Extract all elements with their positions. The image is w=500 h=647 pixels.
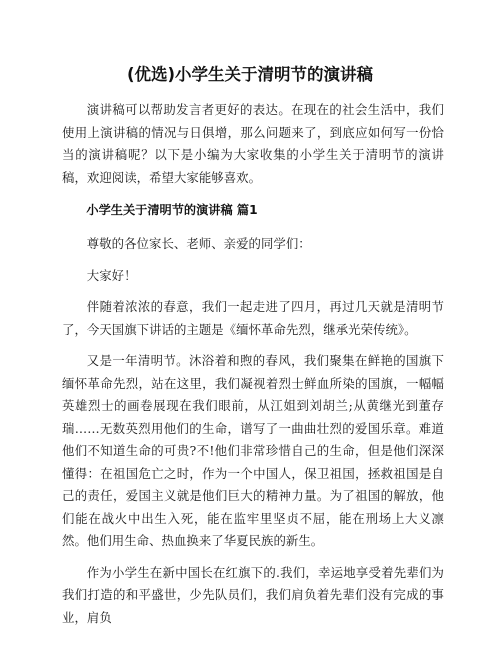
- intro-paragraph: 演讲稿可以帮助发言者更好的表达。在现在的社会生活中，我们使用上演讲稿的情况与日俱增，那么问题来了，到底应如何写一份恰当的演讲稿呢？以下是小编为大家收集的小学生关于清明节的演讲稿，欢迎阅读，希望大家能够喜欢。: [62, 102, 444, 185]
- body-paragraph: 又是一年清明节。沐浴着和煦的春风，我们聚集在鲜艳的国旗下缅怀革命先烈，站在这里，我们凝视着烈士鲜血所染的国旗，一幅幅英雄烈士的画卷展现在我们眼前，从江姐到刘胡兰;从黄继光到董存瑞……无数英烈用他们的生命，谱写了一曲曲壮烈的爱国乐章。难道他们不知道生命的可贵?不!他们非常珍惜自己的生命，但是他们深深懂得：在祖国危亡之时，作为一个中国人，保卫祖国，拯救祖国是自己的责任，爱国主义就是他们巨大的精神力量。为了祖国的解放，他们能在战火中出生入死，能在监牢里坚贞不屈，能在刑场上大义凛然。他们用生命、热血换来了华夏民族的新生。: [62, 353, 444, 548]
- greeting-line: 尊敬的各位家长、老师、亲爱的同学们：: [86, 236, 311, 251]
- hello-line: 大家好！: [86, 267, 137, 283]
- body-paragraph: 作为小学生在新中国长在红旗下的.我们，幸运地享受着先辈们为我们打造的和平盛世，少先队员们，我们肩负着先辈们没有完成的事业，肩负: [62, 564, 444, 625]
- document-body: [62, 99, 444, 638]
- body-paragraph: 伴随着浓浓的春意，我们一起走进了四月，再过几天就是清明节了，今天国旗下讲话的主题是《缅怀革命先烈，继承光荣传统》。: [62, 299, 444, 337]
- section-heading: 小学生关于清明节的演讲稿 篇1: [86, 203, 258, 217]
- document-title: (优选)小学生关于清明节的演讲稿: [126, 65, 374, 84]
